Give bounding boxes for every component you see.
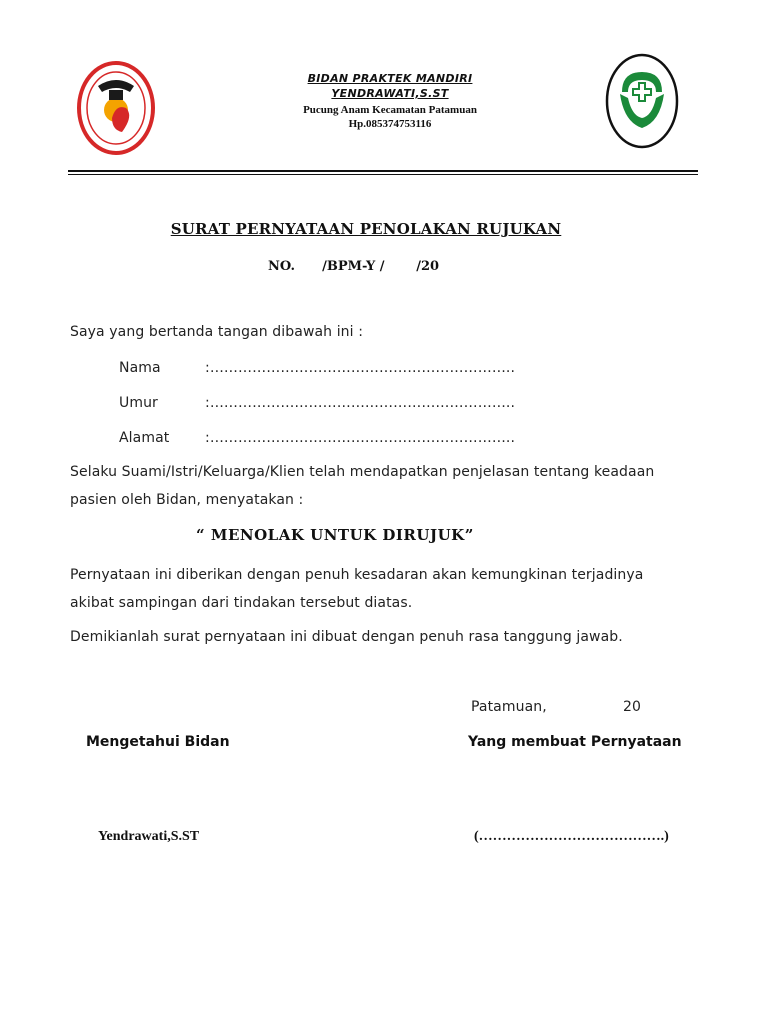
header-divider-thin: [68, 174, 698, 175]
explanation-line-2: pasien oleh Bidan, menyatakan :: [70, 492, 304, 508]
document-number: NO. /BPM-Y / /20: [268, 259, 440, 274]
field-label-umur: Umur: [119, 395, 158, 411]
declaration-line-1: Pernyataan ini diberikan dengan penuh kesadaran akan kemungkinan terjadinya: [70, 567, 644, 583]
closing-text: Demikianlah surat pernyataan ini dibuat dengan penuh rasa tanggung jawab.: [70, 629, 623, 645]
practice-phone: Hp.085374753116: [348, 118, 432, 130]
field-value-umur[interactable]: :………………………………………………………..: [205, 395, 516, 411]
document-title: SURAT PERNYATAAN PENOLAKAN RUJUKAN: [170, 220, 562, 238]
signature-year: 20: [623, 699, 642, 715]
signature-place: Patamuan,: [471, 699, 547, 715]
header-divider-thick: [68, 170, 698, 172]
refusal-statement: “ MENOLAK UNTUK DIRUJUK”: [196, 526, 474, 544]
midwife-name: YENDRAWATI,S.ST: [331, 87, 449, 100]
field-label-alamat: Alamat: [119, 430, 170, 446]
signature-left-title: Mengetahui Bidan: [86, 734, 230, 750]
signature-right-title: Yang membuat Pernyataan: [468, 734, 682, 750]
explanation-line-1: Selaku Suami/Istri/Keluarga/Klien telah mendapatkan penjelasan tentang keadaan: [70, 464, 655, 480]
practice-title: BIDAN PRAKTEK MANDIRI: [307, 72, 473, 85]
field-label-nama: Nama: [119, 360, 161, 376]
intro-text: Saya yang bertanda tangan dibawah ini :: [70, 324, 364, 340]
bakti-husada-logo: [604, 52, 680, 150]
field-value-nama[interactable]: :………………………………………………………..: [205, 360, 516, 376]
practice-address: Pucung Anam Kecamatan Patamuan: [303, 104, 477, 116]
ikatan-bidan-indonesia-logo: [76, 60, 156, 156]
signature-right-name[interactable]: (………………………………….): [474, 829, 669, 844]
field-value-alamat[interactable]: :………………………………………………………..: [205, 430, 516, 446]
signature-left-name: Yendrawati,S.ST: [98, 829, 200, 844]
declaration-line-2: akibat sampingan dari tindakan tersebut diatas.: [70, 595, 413, 611]
